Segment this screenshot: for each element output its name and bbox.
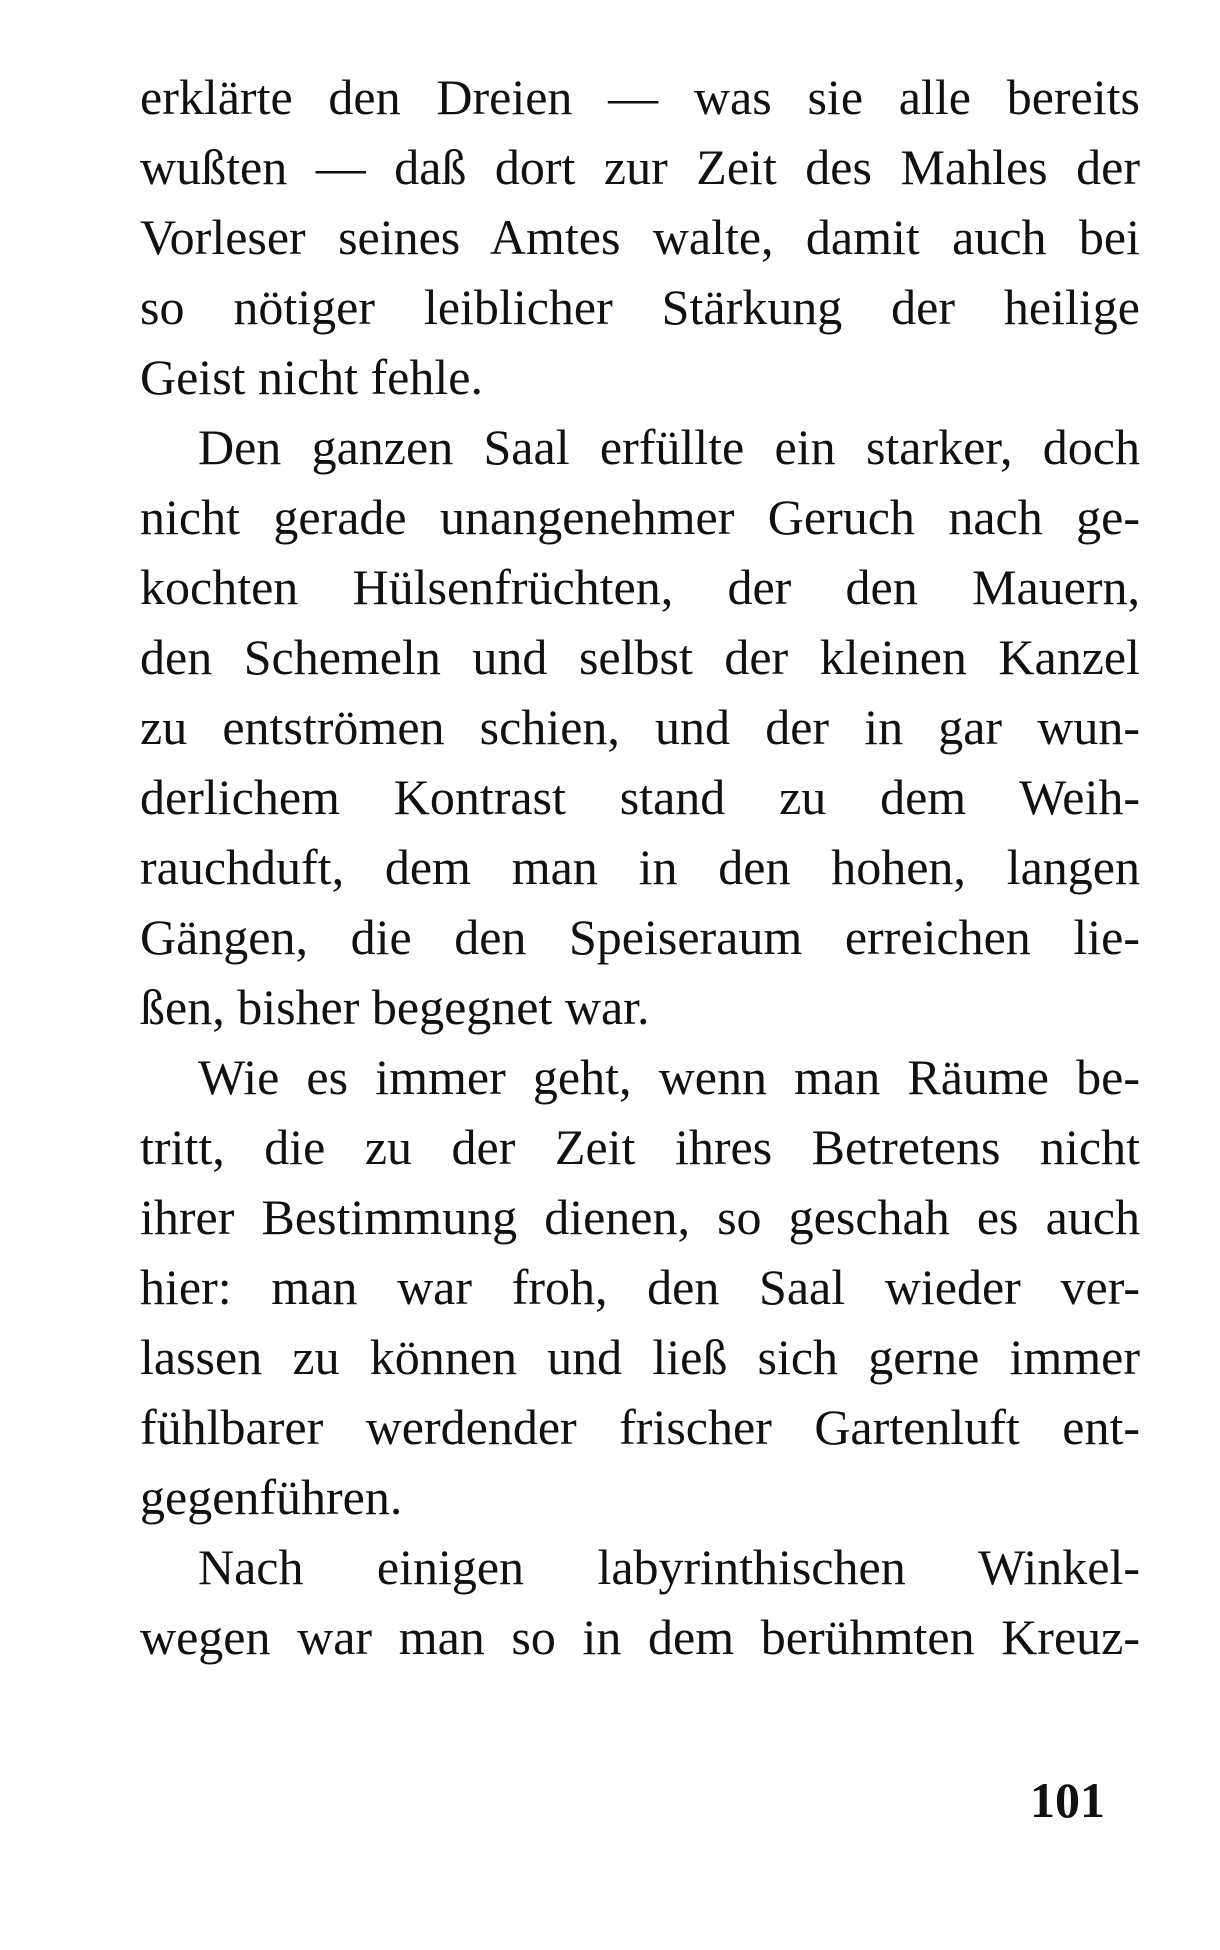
text-line: lassen zu können und ließ sich gerne immer	[140, 1329, 1140, 1385]
text-line: Geist nicht fehle.	[140, 349, 483, 405]
text-line: gegenführen.	[140, 1469, 403, 1525]
text-line: Gängen, die den Speiseraum erreichen lie-	[140, 909, 1140, 965]
text-line: ßen, bisher begegnet war.	[140, 979, 650, 1035]
page-number: 101	[1030, 1772, 1105, 1828]
text-line: wußten — daß dort zur Zeit des Mahles der	[140, 139, 1140, 195]
text-line: so nötiger leiblicher Stärkung der heilige	[140, 279, 1140, 335]
text-line: Den ganzen Saal erfüllte ein starker, doch	[198, 419, 1140, 475]
text-line: den Schemeln und selbst der kleinen Kanzel	[140, 629, 1140, 685]
text-line: rauchduft, dem man in den hohen, langen	[140, 839, 1140, 895]
text-line: wegen war man so in dem berühmten Kreuz-	[140, 1609, 1140, 1665]
text-line: Nach einigen labyrinthischen Winkel-	[198, 1539, 1140, 1595]
text-line: Vorleser seines Amtes walte, damit auch bei	[140, 209, 1140, 265]
text-line: fühlbarer werdender frischer Gartenluft ent-	[140, 1399, 1140, 1455]
text-line: Wie es immer geht, wenn man Räume be-	[198, 1049, 1140, 1105]
text-line: nicht gerade unangenehmer Geruch nach ge-	[140, 489, 1140, 545]
text-line: ihrer Bestimmung dienen, so geschah es auch	[140, 1189, 1140, 1245]
text-line: derlichem Kontrast stand zu dem Weih-	[140, 769, 1140, 825]
text-line: hier: man war froh, den Saal wieder ver-	[140, 1259, 1140, 1315]
text-line: kochten Hülsenfrüchten, der den Mauern,	[140, 559, 1140, 615]
text-line: tritt, die zu der Zeit ihres Betretens nicht	[140, 1119, 1140, 1175]
body-text	[140, 62, 1140, 1672]
text-line: zu entströmen schien, und der in gar wun-	[140, 699, 1140, 755]
text-line: erklärte den Dreien — was sie alle bereits	[140, 69, 1140, 125]
